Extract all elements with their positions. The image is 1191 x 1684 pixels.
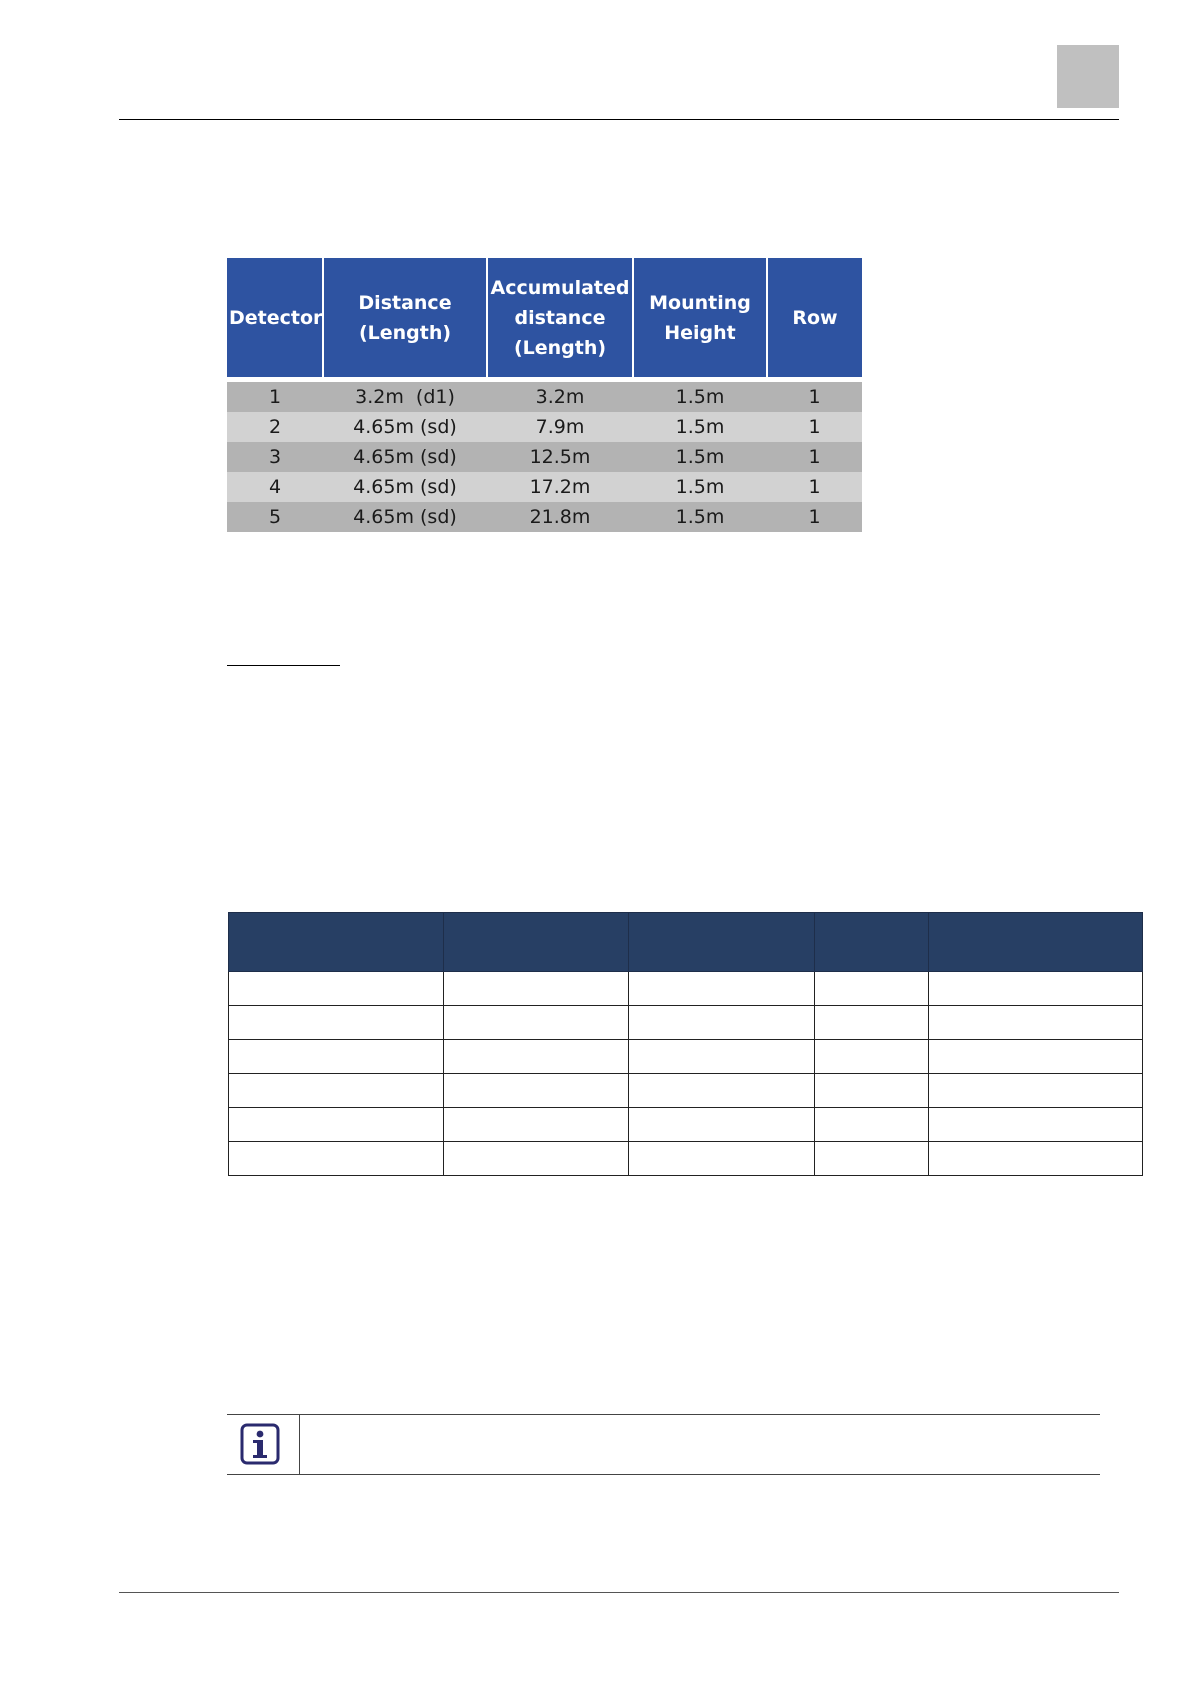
info-icon (240, 1423, 280, 1465)
table-header-row (227, 258, 862, 377)
table-cell (929, 1040, 1143, 1074)
cell-accumulated: 17.2m (487, 472, 633, 502)
table-cell (444, 1142, 629, 1176)
header-cell (444, 913, 629, 972)
table-row (229, 1006, 1143, 1040)
cell-detector: 3 (227, 442, 323, 472)
table-cell (229, 1006, 444, 1040)
table-cell (444, 972, 629, 1006)
cell-detector: 4 (227, 472, 323, 502)
cell-distance: 3.2m (d1) (323, 382, 487, 412)
header-cell (229, 913, 444, 972)
table-cell (444, 1074, 629, 1108)
table-cell (929, 1142, 1143, 1176)
cell-height: 1.5m (633, 382, 767, 412)
cell-row: 1 (767, 412, 862, 442)
table-cell (929, 1108, 1143, 1142)
table-cell (815, 1040, 929, 1074)
table-row (229, 1074, 1143, 1108)
footer-rule (119, 1592, 1119, 1593)
table-cell (229, 1040, 444, 1074)
header-row: Row (767, 258, 862, 377)
cell-distance: 4.65m (sd) (323, 502, 487, 532)
cell-accumulated: 7.9m (487, 412, 633, 442)
table-row (229, 1040, 1143, 1074)
table-cell (929, 1074, 1143, 1108)
cell-detector: 2 (227, 412, 323, 442)
table-row (227, 502, 862, 532)
header-cell (929, 913, 1143, 972)
table-cell (815, 1142, 929, 1176)
cell-accumulated: 3.2m (487, 382, 633, 412)
header-distance: Distance (Length) (323, 258, 487, 377)
table-row (227, 382, 862, 412)
header-cell (815, 913, 929, 972)
table-cell (629, 1006, 815, 1040)
table-header-row (229, 913, 1143, 972)
table-cell (929, 1006, 1143, 1040)
cell-row: 1 (767, 442, 862, 472)
note-bottom-rule (227, 1474, 1100, 1475)
cell-row: 1 (767, 382, 862, 412)
underlined-heading-rule (227, 665, 340, 666)
cell-row: 1 (767, 472, 862, 502)
table-cell (629, 1074, 815, 1108)
cell-detector: 5 (227, 502, 323, 532)
table-cell (229, 1074, 444, 1108)
header-rule (119, 119, 1119, 120)
cell-height: 1.5m (633, 502, 767, 532)
table-cell (629, 1040, 815, 1074)
table-row (227, 412, 862, 442)
table-cell (815, 1108, 929, 1142)
header-cell (629, 913, 815, 972)
cell-accumulated: 12.5m (487, 442, 633, 472)
cell-row: 1 (767, 502, 862, 532)
header-detector: Detector (227, 258, 323, 377)
table-cell (815, 1074, 929, 1108)
empty-data-table (228, 912, 1143, 1176)
table-cell (229, 1142, 444, 1176)
header-mounting-height: Mounting Height (633, 258, 767, 377)
note-top-rule (227, 1414, 1100, 1415)
table-cell (929, 972, 1143, 1006)
cell-distance: 4.65m (sd) (323, 412, 487, 442)
table-row (227, 442, 862, 472)
table-cell (444, 1006, 629, 1040)
table-cell (629, 1108, 815, 1142)
table-row (227, 472, 862, 502)
table-cell (815, 1006, 929, 1040)
table-cell (444, 1108, 629, 1142)
header-accumulated-distance: Accumulated distance (Length) (487, 258, 633, 377)
cell-detector: 1 (227, 382, 323, 412)
table-cell (815, 972, 929, 1006)
table-cell (229, 972, 444, 1006)
detector-spacing-table (227, 258, 862, 532)
table-row (229, 1108, 1143, 1142)
cell-height: 1.5m (633, 472, 767, 502)
table-cell (629, 972, 815, 1006)
cell-distance: 4.65m (sd) (323, 472, 487, 502)
table-cell (444, 1040, 629, 1074)
table-row (229, 972, 1143, 1006)
table-row (229, 1142, 1143, 1176)
page-tab-marker (1057, 45, 1119, 108)
table-cell (629, 1142, 815, 1176)
cell-distance: 4.65m (sd) (323, 442, 487, 472)
note-divider (299, 1414, 300, 1475)
table-cell (229, 1108, 444, 1142)
cell-accumulated: 21.8m (487, 502, 633, 532)
cell-height: 1.5m (633, 442, 767, 472)
cell-height: 1.5m (633, 412, 767, 442)
